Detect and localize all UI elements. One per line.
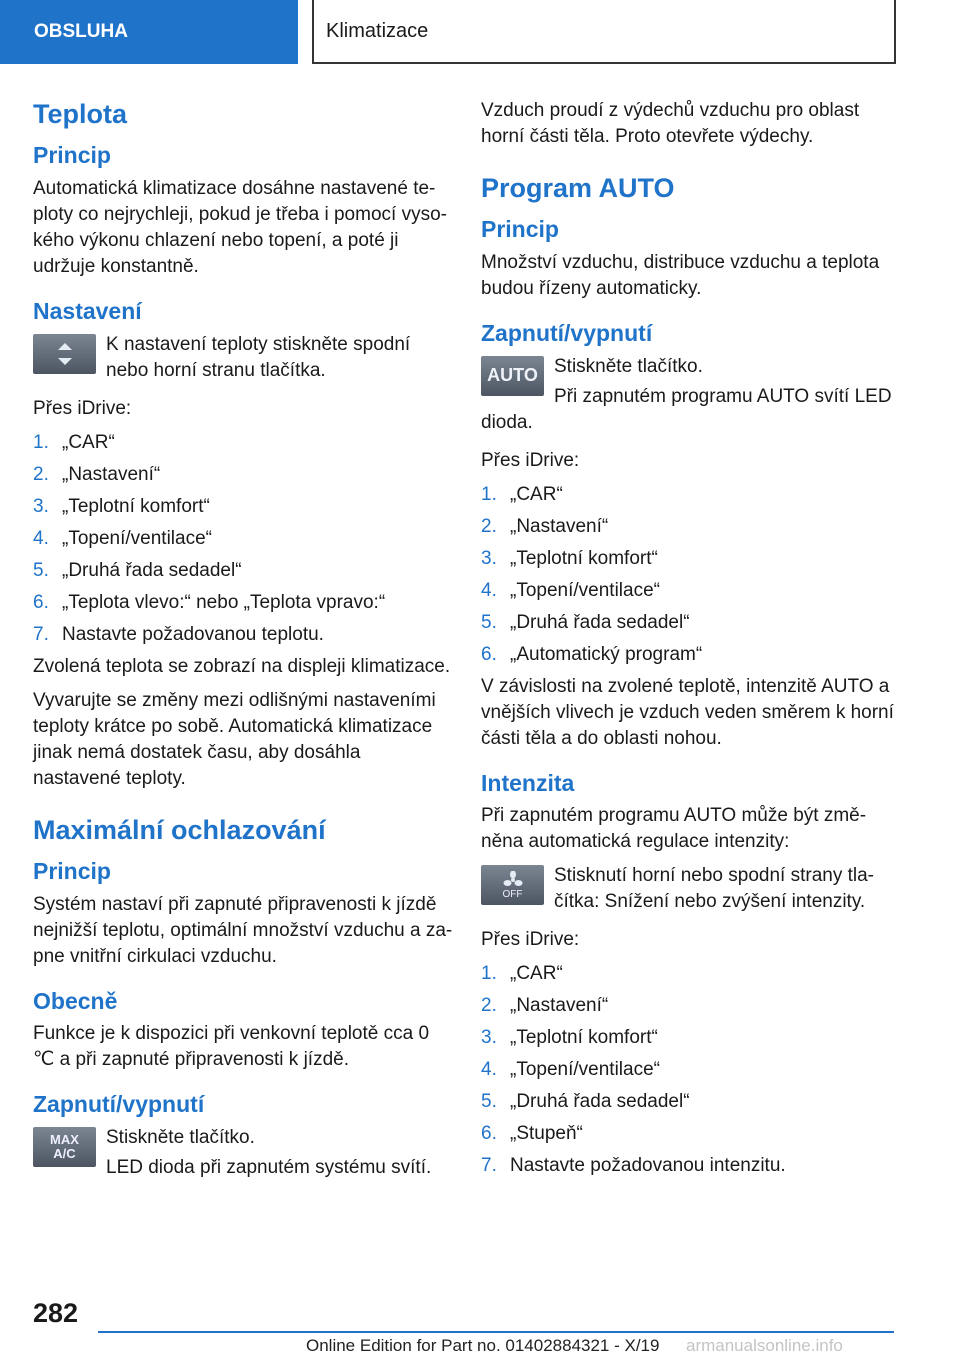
zapnuti-text2: LED dioda při zapnutém systému svítí. xyxy=(106,1156,432,1178)
auto-zapnuti-heading: Zapnutí/vypnutí xyxy=(481,319,653,346)
list-item: 1. „CAR“ xyxy=(33,431,115,453)
auto-zapnuti-text2: Při zapnutém programu AUTO svítí LED dioda. xyxy=(481,385,892,433)
list-item: 2. „Nastavení“ xyxy=(481,515,609,537)
auto-icon: AUTO xyxy=(481,356,544,396)
list-item: 6. „Stupeň“ xyxy=(481,1123,583,1145)
list-item: 4. „Topení/ventilace“ xyxy=(481,579,660,601)
list-item: 4. „Topení/ventilace“ xyxy=(33,527,212,549)
intenzita-instruction xyxy=(481,863,901,919)
list-item: 4. „Topení/ventilace“ xyxy=(481,1059,660,1081)
left-column xyxy=(33,98,453,1193)
list-item: 1. „CAR“ xyxy=(481,963,563,985)
header-section-tab: OBSLUHA xyxy=(0,0,298,64)
auto-princip-heading: Princip xyxy=(481,216,559,243)
zapnuti-text1: Stiskněte tlačítko. xyxy=(106,1126,255,1148)
list-item: 1. „CAR“ xyxy=(481,483,563,505)
princip2-text: Systém nastaví při zapnuté připravenosti k jízdě nejnižší teplotu, optimální množství vzduchu a za‐pne vnitřní cirkulaci vzduchu. xyxy=(33,893,453,967)
list-item: 2. „Nastavení“ xyxy=(33,463,161,485)
list-item: 6. „Automatický program“ xyxy=(481,643,703,665)
list-item: 3. „Teplotní komfort“ xyxy=(481,547,658,569)
obecne-text: Funkce je k dispozici při venkovní teplotě cca 0 ℃ a při zapnuté připravenosti k jízdě. xyxy=(33,1023,430,1071)
list-item: 3. „Teplotní komfort“ xyxy=(481,1027,658,1049)
intenzita-icon-text: Stisknutí horní nebo spodní strany tla‐čítka: Snížení nebo zvýšení intenzity. xyxy=(554,865,875,913)
max-cooling-heading: Maximální ochlazování xyxy=(33,814,326,845)
idrive-steps xyxy=(33,430,453,648)
idrive-steps xyxy=(481,482,901,668)
princip-heading: Princip xyxy=(33,142,111,169)
obecne-heading: Obecně xyxy=(33,987,118,1014)
nastaveni-text: K nastavení teploty stiskněte spodní nebo horní stranu tlačítka. xyxy=(106,333,411,381)
up-down-arrows-icon xyxy=(33,334,96,374)
list-item: 2. „Nastavení“ xyxy=(481,995,609,1017)
max-ac-instruction xyxy=(33,1125,453,1185)
list-item: 6. „Teplota vlevo:“ nebo „Teplota vpravo:“ xyxy=(33,591,386,613)
intenzita-heading: Intenzita xyxy=(481,769,575,796)
idrive-label: Přes iDrive: xyxy=(33,397,132,419)
nastaveni-instruction xyxy=(33,332,453,388)
idrive-label-2: Přes iDrive: xyxy=(481,929,580,951)
list-item: 7. Nastavte požadovanou teplotu. xyxy=(33,623,324,645)
display-note: Zvolená teplota se zobrazí na displeji klimatizace. xyxy=(33,655,451,677)
airflow-note: V závislosti na zvolené teplotě, intenzitě AUTO a vnějších vlivech je vzduch veden směrem k horní části těla a do oblasti nohou. xyxy=(481,675,894,749)
list-item: 7. Nastavte požadovanou intenzitu. xyxy=(481,1155,786,1177)
idrive-label: Přes iDrive: xyxy=(481,449,580,471)
auto-princip-text: Množství vzduchu, distribuce vzduchu a teplota budou řízeny automaticky. xyxy=(481,251,880,299)
princip-text: Automatická klimatizace dosáhne nastavené te‐ploty co nejrychleji, pokud je třeba i pomocí vyso‐kého výkonu chlazení nebo topení, a poté ji udržuje konstantně. xyxy=(33,177,447,277)
auto-zapnuti-text1: Stiskněte tlačítko. xyxy=(554,355,703,377)
max-ac-icon: MAX A/C xyxy=(33,1127,96,1167)
right-column xyxy=(481,98,901,1185)
idrive-steps-2 xyxy=(481,961,901,1179)
zapnuti-heading: Zapnutí/vypnutí xyxy=(33,1091,205,1118)
princip2-heading: Princip xyxy=(33,857,111,884)
intenzita-text: Při zapnutém programu AUTO může být změ‐něna automatická regulace intenzity: xyxy=(481,805,867,853)
edition-text: Online Edition for Part no. 01402884321 - X/19 xyxy=(306,1336,660,1355)
auto-instruction xyxy=(481,354,901,440)
teplota-heading: Teplota xyxy=(33,99,127,129)
auto-heading: Program AUTO xyxy=(481,173,675,203)
page-number: 282 xyxy=(33,1298,79,1328)
list-item: 5. „Druhá řada sedadel“ xyxy=(33,559,242,581)
fan-off-icon: OFF xyxy=(481,865,544,905)
warning-note: Vyvarujte se změny mezi odlišnými nastaveními teploty krátce po sobě. Automatická klimatizace jinak nemá dostatek času, aby dosáhla nastavené teploty. xyxy=(33,689,436,789)
list-item: 5. „Druhá řada sedadel“ xyxy=(481,1091,690,1113)
footer-divider xyxy=(98,1331,894,1333)
nastaveni-heading: Nastavení xyxy=(33,297,142,324)
intro-text: Vzduch proudí z výdechů vzduchu pro oblast horní části těla. Proto otevřete výdechy. xyxy=(481,100,860,147)
list-item: 5. „Druhá řada sedadel“ xyxy=(481,611,690,633)
header-page-title: Klimatizace xyxy=(312,0,896,64)
list-item: 3. „Teplotní komfort“ xyxy=(33,495,210,517)
watermark: armanualsonline.info xyxy=(686,1336,843,1355)
